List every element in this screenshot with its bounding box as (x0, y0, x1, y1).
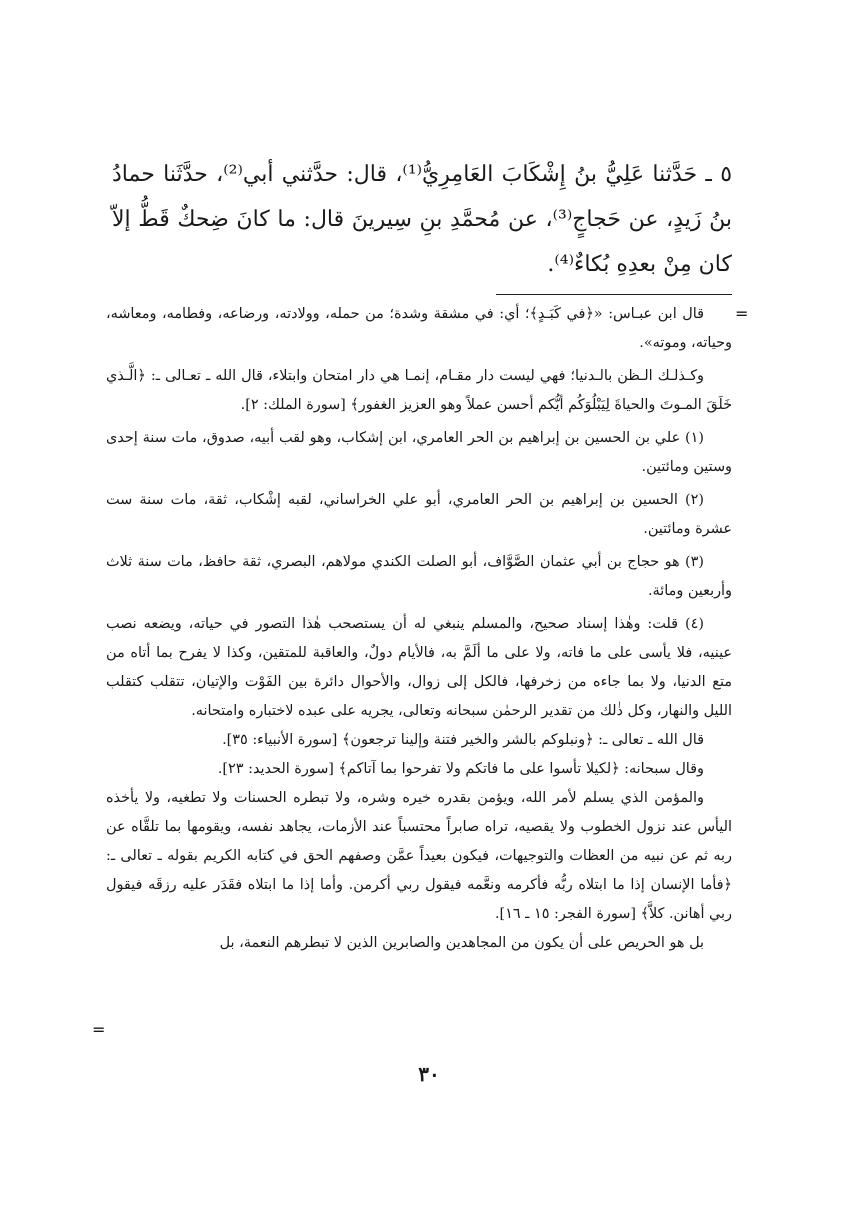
footnote-4-quran-quote: قال الله ـ تعالى ـ: ﴿ونبلوكم بالشر والخير فتنة وإلينا ترجعون﴾ [سورة الأنبياء: ٣٥]. (222, 732, 704, 748)
footnote-4-quran-quote: وقال سبحانه: ﴿لكيلا تأسوا على ما فاتكم ولا تفرحوا بما آتاكم﴾ [سورة الحديد: ٢٣]. (217, 761, 704, 777)
footnote-4: (٤) قلت: وهٰذا إسناد صحيح، والمسلم ينبغي له أن يستصحب هٰذا التصور في حياته، ويضعه نصب عينيه، فلا يأسى على ما فاته، ولا على ما ألَمَّ به، فالأيام دولٌ، والعاقبة للمتقين، وكذا لا يفرح بما أتاه من متع الدنيا، ولا بما جاءه من زخرفها، فالكل إلى زوال، والأحوال دائرة بين الفَوْت والإتيان، تتقلب كتقلب الليل والنهار، وكل ذٰلك من تقدير الرحمٰن سبحانه وتعالى، يجريه على عبده لاختباره وامتحانه. (106, 616, 732, 719)
footnote-continued-paragraph: قال ابن عبـاس: «﴿في كَبَـدٍ﴾؛ أي: في مشقة وشدة؛ من حمله، وولادته، ورضاعه، وفطامه، ومعاشه، وحياته، وموته». (106, 306, 732, 351)
footnote-1: (١) علي بن الحسين بن إبراهيم بن الحر العامري، ابن إشكاب، وهو لقب أبيه، صدوق، مات سنة إحدى وستين ومائتين. (106, 430, 732, 475)
footnote-separator (496, 294, 732, 295)
hadith-paragraph: ٥ ـ حَدَّثنا عَلِيُّ بنُ إِشْكَابَ العَامِرِيُّ⁽¹⁾، قال: حدَّثني أبي⁽²⁾، حدَّثَنا حمادُ بنُ زَيدٍ، عن حَجاجٍ⁽³⁾، عن مُحمَّدِ بنِ سِيرينَ قال: ما كانَ ضِحكٌ قَطُّ إلاّ كان مِنْ بعدِهِ بُكاءٌ⁽⁴⁾. (112, 162, 733, 277)
continues-to-mark: = (92, 1020, 106, 1039)
continued-from-mark: = (735, 304, 749, 323)
footnote-4-paragraph: بل هو الحريص على أن يكون من المجاهدين والصابرين الذين لا تبطرهم النعمة، بل (219, 935, 704, 951)
footnote-3: (٣) هو حجاج بن أبي عثمان الصَّوَّاف، أبو الصلت الكندي مولاهم، البصري، ثقة حافظ، مات سنة ثلاث وأربعين ومائة. (106, 554, 732, 599)
footnote-continued-paragraph: وكـذلـك الـظن بالـدنيا؛ فهي ليست دار مقـام، إنمـا هي دار امتحان وابتلاء، قال الله ـ تعـالى ـ: ﴿الَّـذي خَلَقَ المـوتَ والحياةَ لِيَبْلُوَكُم أيُّكم أحسن عملاً وهو العزيز الغفور﴾ [سورة الملك: ٢]. (106, 368, 732, 413)
page-number: ٣٠ (418, 1062, 440, 1086)
footnote-4-paragraph: والمؤمن الذي يسلم لأمر الله، ويؤمن بقدره خيره وشره، ولا تبطره الحسنات ولا تطغيه، ولا يأخذه اليأس عند نزول الخطوب ولا يقصيه، تراه صابراً محتسباً عند الأزمات، يجاهد نفسه، ويقومها بما تلقَّاه عن ربه ثم عن نبيه من العظات والتوجيهات، فيكون بعيداً عمَّن وصفهم الحق في كتابه الكريم بقوله ـ تعالى ـ: ﴿فأما الإنسان إذا ما ابتلاه ربُّه فأكرمه ونعَّمه فيقول ربي أكرمن. وأما إذا ما ابتلاه فقَدَر عليه رزقَه فيقول ربي أهانن. كلاَّ﴾ [سورة الفجر: ١٥ ـ ١٦]. (106, 790, 732, 922)
main-text-block (112, 152, 732, 287)
footnote-2: (٢) الحسين بن إبراهيم بن الحر العامري، أبو علي الخراساني، لقبه إشْكاب، ثقة، مات سنة ست عشرة ومائتين. (106, 492, 732, 537)
footnotes-block (106, 300, 732, 958)
